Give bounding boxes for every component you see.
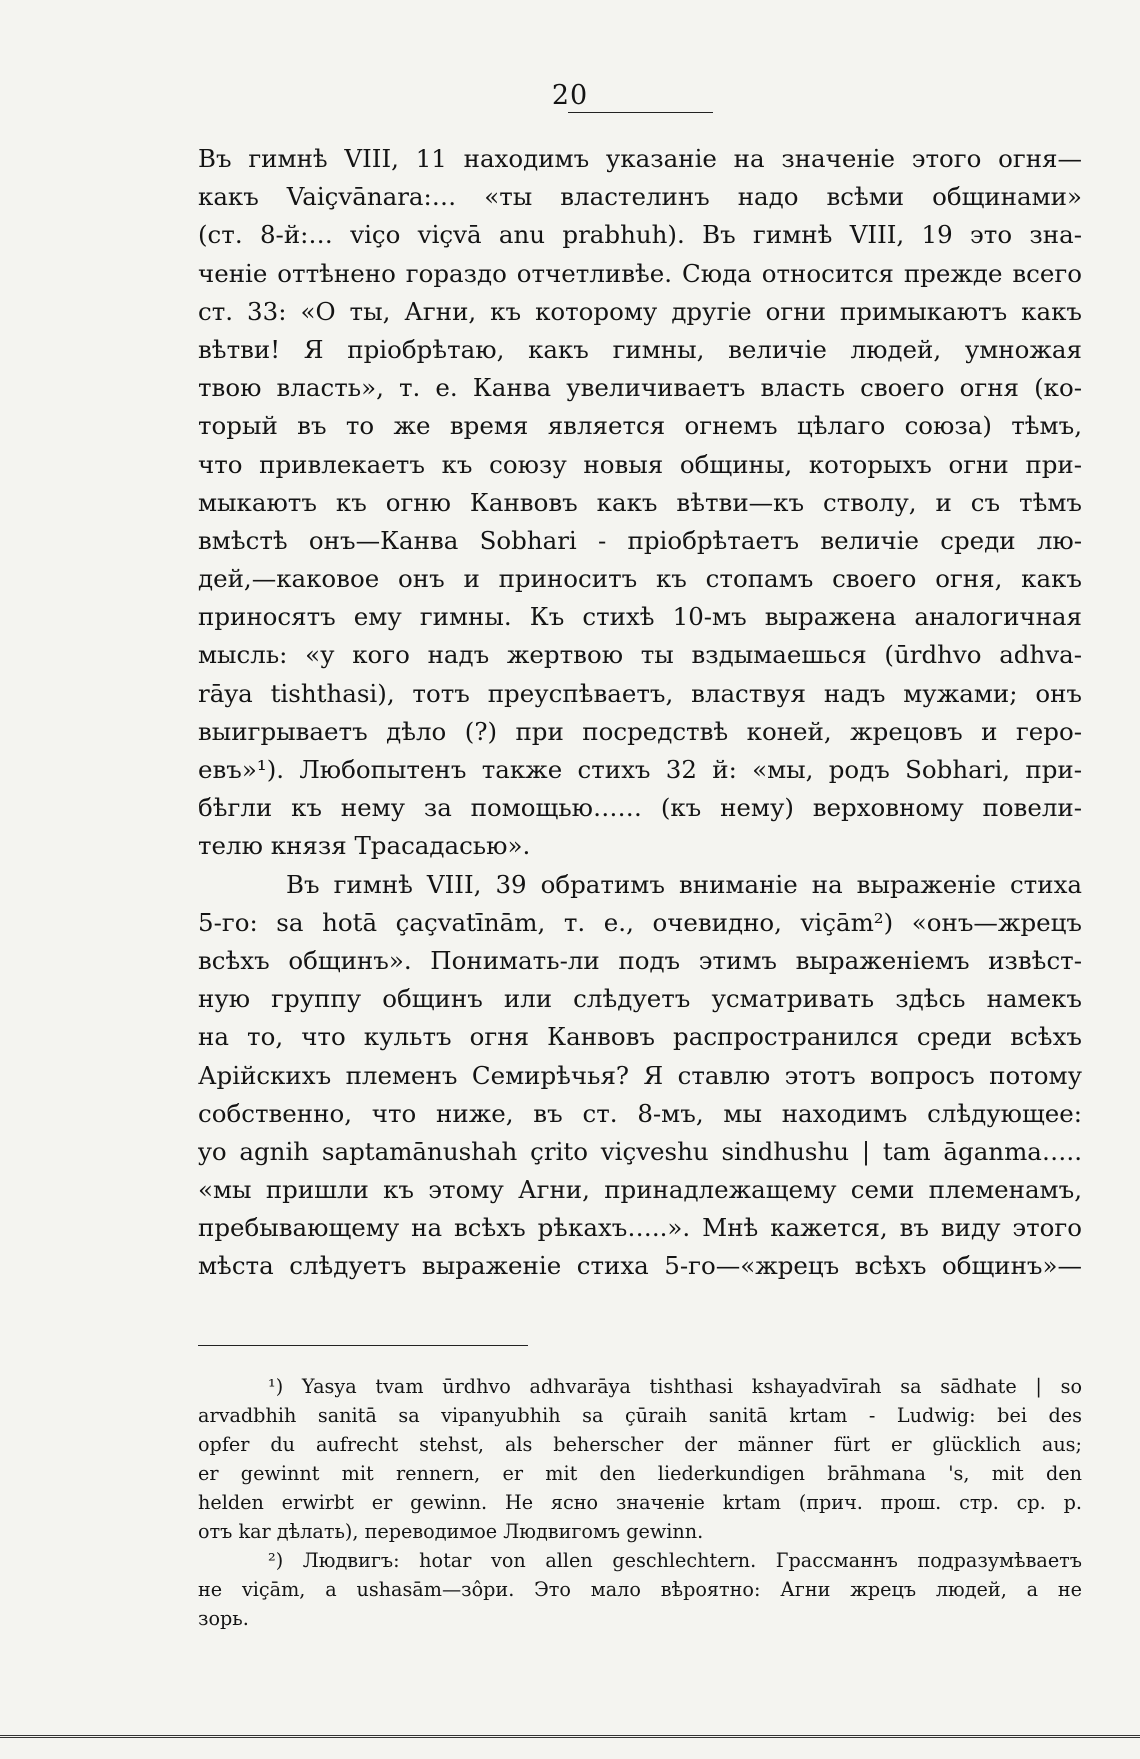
text-line: евъ»¹). Любопытенъ также стихъ 32 й: «мы, родъ Sobhari, при- xyxy=(198,755,1082,784)
text-line: дей,—каковое онъ и приноситъ къ стопамъ своего огня, какъ xyxy=(198,564,1082,594)
text-line: ст. 33: «О ты, Агни, къ которому другіе огни примыкаютъ какъ xyxy=(198,296,1082,326)
main-text xyxy=(198,140,1082,1286)
text-line: выигрываетъ дѣло (?) при посредствѣ коней, жрецовъ и геро- xyxy=(198,716,1082,746)
text-line: торый въ то же время является огнемъ цѣлаго союза) тѣмъ, xyxy=(198,411,1082,441)
text-line: что привлекаетъ къ союзу новыя общины, которыхъ огни при- xyxy=(198,449,1082,479)
text-line: Въ гимнѣ VIII, 11 находимъ указаніе на значеніе этого огня— xyxy=(198,144,1082,173)
text-line: мысль: «у кого надъ жертвою ты вздымаешься (ūrdhvo adhva- xyxy=(198,640,1082,670)
text-line: приносятъ ему гимны. Къ стихѣ 10-мъ выражена аналогичная xyxy=(198,602,1082,632)
text-line: (ст. 8-й:… viço viçvā anu prabhuh). Въ гимнѣ VIII, 19 это зна- xyxy=(198,220,1082,250)
text-line: собственно, что ниже, въ ст. 8-мъ, мы находимъ слѣдующее: xyxy=(198,1098,1082,1128)
text-line: вмѣстѣ онъ—Канва Sobhari - пріобрѣтаетъ величіе среди лю- xyxy=(198,525,1082,555)
footnotes xyxy=(198,1372,1082,1633)
footnote-2-line: зорь. xyxy=(198,1607,249,1630)
text-line: «мы пришли къ этому Агни, принадлежащему семи племенамъ, xyxy=(198,1175,1082,1205)
footnote-1-line: er gewinnt mit rennern, er mit den liederkundigen brāhmana 's, mit den xyxy=(198,1462,1082,1485)
page-number-rule xyxy=(568,112,713,113)
text-line: на то, что культъ огня Канвовъ распространился среди всѣхъ xyxy=(198,1022,1082,1052)
text-line: ную группу общинъ или слѣдуетъ усматривать здѣсь намекъ xyxy=(198,984,1082,1014)
footnote-1-line: ¹) Yasya tvam ūrdhvo adhvarāya tishthasi kshayadvīrah sa sādhate | so xyxy=(268,1375,1082,1398)
text-line: rāya tishthasi), тотъ преуспѣваетъ, властвуя надъ мужами; онъ xyxy=(198,678,1082,708)
text-line: твою власть», т. е. Канва увеличиваетъ власть своего огня (ко- xyxy=(198,373,1082,403)
footnote-1-line: helden erwirbt er gewinn. Не ясно значеніе krtam (прич. прош. стр. ср. р. xyxy=(198,1491,1082,1514)
page-bottom-rule xyxy=(0,1735,1140,1738)
text-line: мѣста слѣдуетъ выраженіе стиха 5-го—«жрецъ всѣхъ общинъ»— xyxy=(198,1251,1082,1281)
text-line: какъ Vaiçvānara:… «ты властелинъ надо всѣми общинами» xyxy=(198,182,1082,212)
paragraph-end-line: телю князя Трасадасью». xyxy=(198,831,531,861)
text-line: бѣгли къ нему за помощью…… (къ нему) верховному повели- xyxy=(198,793,1082,823)
text-line: вѣтви! Я пріобрѣтаю, какъ гимны, величіе людей, умножая xyxy=(198,334,1082,364)
footnote-1-line: отъ kar дѣлать), переводимое Людвигомъ gewinn. xyxy=(198,1520,704,1543)
footnote-2-line: ²) Людвигъ: hotar von allen geschlechtern. Грассманнъ подразумѣваетъ xyxy=(268,1549,1082,1572)
text-line: ченіе оттѣнено гораздо отчетливѣе. Сюда относится прежде всего xyxy=(198,258,1082,288)
text-line: пребывающему на всѣхъ рѣкахъ…..». Мнѣ кажется, въ виду этого xyxy=(198,1213,1082,1243)
page-number: 20 xyxy=(551,80,589,111)
paragraph-start-line: Въ гимнѣ VIII, 39 обратимъ вниманіе на выраженіе стиха xyxy=(286,869,1082,899)
footnote-1-line: opfer du aufrecht stehst, als beherscher der männer fürt er glücklich aus; xyxy=(198,1433,1082,1456)
footnote-1-line: arvadbhih sanitā sa vipanyubhih sa çūraih sanitā krtam - Ludwig: bei des xyxy=(198,1404,1082,1427)
footnote-2-line: не viçām, а ushasām—зôри. Это мало вѣроятно: Агни жрецъ людей, а не xyxy=(198,1578,1082,1601)
text-line: Арійскихъ племенъ Семирѣчья? Я ставлю этотъ вопросъ потому xyxy=(198,1060,1082,1090)
text-line: всѣхъ общинъ». Понимать-ли подъ этимъ выраженіемъ извѣст- xyxy=(198,945,1082,975)
text-line: 5-го: sa hotā çaçvatīnām, т. е., очевидно, viçām²) «онъ—жрецъ xyxy=(198,907,1082,937)
footnote-separator xyxy=(198,1345,528,1346)
text-line: yo agnih saptamānushah çrito viçveshu sindhushu | tam āganma….. xyxy=(198,1136,1082,1166)
text-line: мыкаютъ къ огню Канвовъ какъ вѣтви—къ стволу, и съ тѣмъ xyxy=(198,487,1082,517)
